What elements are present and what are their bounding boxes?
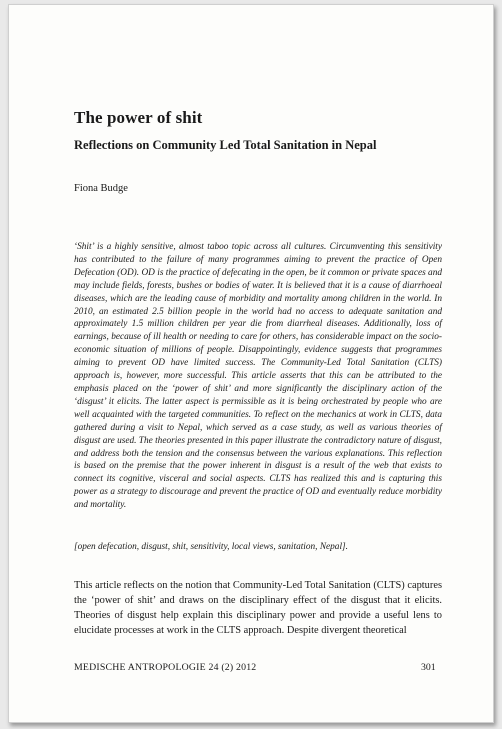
abstract: ‘Shit’ is a highly sensitive, almost taboo topic across all cultures. Circumventing this sensitivity has contributed to the failure of many programmes aiming to prevent the practice of Open Defecation (OD). OD is the practice of defecating in the open, be it common or private spaces and may include fields, forests, bushes or bodies of water. It is believed that it is a cause of diarrhoeal diseases, which are the leading cause of morbidity and mortality among children in the world. In 2010, an estimated 2.5 billion people in the world had no access to adequate sanitation and approximately 1.5 million children per year die from diarrheal diseases. Additionally, loss of earnings, because of ill health or needing to care for others, has considerable impact on the socio-economic situation of millions of people. Disappointingly, evidence suggests that programmes aiming to prevent OD have limited success. The Community-Led Total Sanitation (CLTS) approach is, however, more successful. This article asserts that this can be attributed to the emphasis placed on the ‘power of shit’ and more significantly the disciplinary action of the ‘disgust’ it elicits. The latter aspect is permissible as it is being orchestrated by people who are well acquainted with the targeted communities. To reflect on the mechanics at work in CLTS, data gathered during a visit to Nepal, which served as a case study, as well as various theories of disgust are used. The theories presented in this paper illustrate the contradictory nature of disgust, and address both the tension and the consensus between the various explanations. This reflection is based on the premise that the power inherent in disgust is a result of the web that exists to connect its cognitive, visceral and social aspects. CLTS has realized this and is capturing this power as a strategy to discourage and prevent the practice of OD and eventually reduce morbidity and mortality. (74, 242, 442, 511)
author-name: Fiona Budge (74, 183, 128, 194)
page-number: 301 (421, 662, 436, 673)
article-title: The power of shit (74, 108, 203, 127)
keywords: [open defecation, disgust, shit, sensitivity, local views, sanitation, Nepal]. (74, 542, 348, 552)
body-text: This article reflects on the notion that Community-Led Total Sanitation (CLTS) captures the ‘power of shit’ and draws on the disciplinary effect of the disgust that it elicits. Theories of disgust help explain this disciplinary power and provide a useful lens to elucidate processes at work in the CLTS approach. Despite divergent theoretical (74, 580, 442, 637)
journal-footer: MEDISCHE ANTROPOLOGIE 24 (2) 2012 (74, 662, 257, 673)
article-subtitle: Reflections on Community Led Total Sanitation in Nepal (74, 138, 377, 152)
paper-page (8, 4, 494, 723)
